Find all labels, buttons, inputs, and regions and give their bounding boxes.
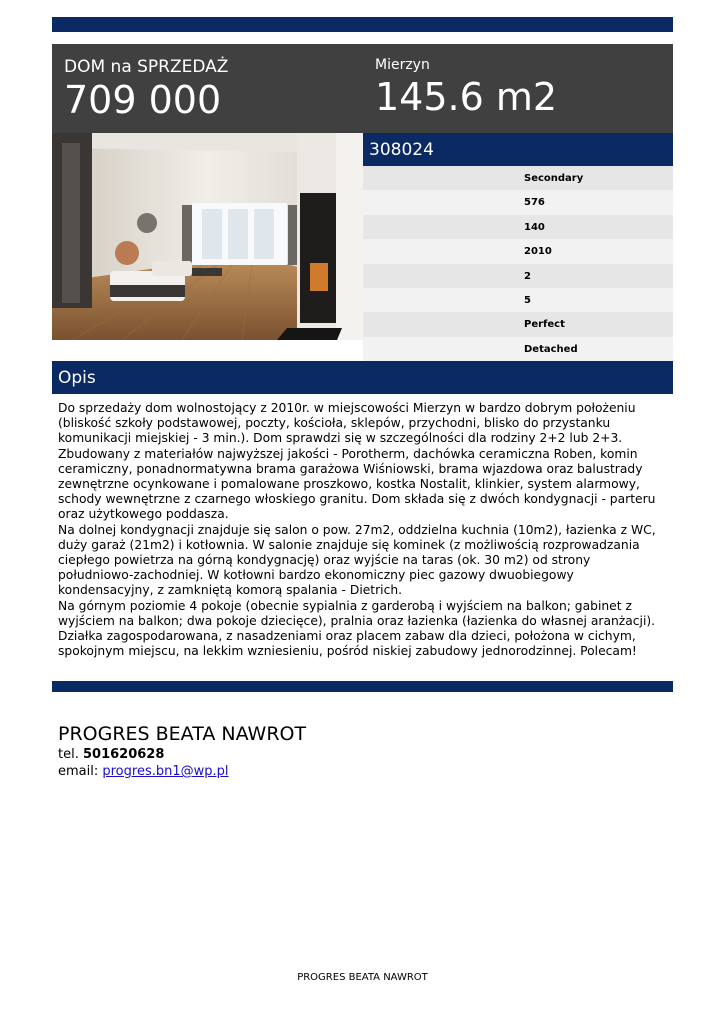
description-text: Do sprzedaży dom wolnostojący z 2010r. w miejscowości Mierzyn w bardzo dobrym położeniu (bliskość szkoły podstawowej, poczty, kościoła, sklepów, przychodni, blisko do przystanku komunikacji miejskiej - 3 min.). Dom sprawdzi się w szczególności dla rodziny 2+2 lub 2+3. Zbudowany z materiałów najwyższej jakości - Porotherm, dachówka ceramiczna Roben, komin ceramiczny, ponadnormatywna brama garażowa Wiśniowski, brama wjazdowa oraz balustrady zewnętrzne ocynkowane i pomalowane proszkowo, kostka Nostalit, klinkier, system alarmowy, schody wewnętrzne z czarnego włoskiego granitu. Dom składa się z dwóch kondygnacji - parteru oraz użytkowego poddasza. Na dolnej kondygnacji znajduje się salon o pow. 27m2, oddzielna kuchnia (10m2), łazienka z WC, duży garaż (21m2) i kotłownia. W salonie znajduje się kominek (z możliwością rozprowadzania ciepłego powietrza na górną kondygnację) oraz wyjście na taras (ok. 30 m2) od strony południowo-zachodniej. W kotłowni bardzo ekonomiczny piec gazowy dwuobiegowy kondensacyjny, z zamkniętą komorą spalania - Dietrich. Na górnym poziomie 4 pokoje (obecnie sypialnia z garderobą i wyjściem na balkon; gabinet z wyjściem na balkon; dwa pokoje dziecięce), pralnia oraz łazienka (łazienka do własnej aranżacji). Działka zagospodarowana, z nasadzeniami oraz placem zabaw dla dzieci, położona w cichym, spokojnym miejscu, na lekkim wzniesieniu, pośród niskiej zabudowy jednorodzinnej. Polecam! bbox=[58, 401, 656, 659]
price-header bbox=[52, 44, 673, 133]
email-link[interactable]: progres.bn1@wp.pl bbox=[102, 764, 229, 779]
spec-row bbox=[363, 337, 673, 361]
spec-row bbox=[363, 264, 673, 288]
phone-label: tel. bbox=[58, 747, 79, 762]
description-header bbox=[52, 361, 673, 394]
offer-type: DOM na SPRZEDAŻ bbox=[64, 57, 229, 77]
spec-row bbox=[363, 190, 673, 214]
spec-value: 2 bbox=[524, 270, 531, 282]
spec-value: Detached bbox=[524, 343, 578, 355]
email-line bbox=[58, 763, 306, 780]
price: 709 000 bbox=[64, 78, 222, 122]
top-accent-bar bbox=[52, 17, 673, 32]
spec-value: 2010 bbox=[524, 246, 552, 258]
spec-value: Perfect bbox=[524, 319, 565, 331]
phone-line bbox=[58, 746, 306, 763]
spec-row bbox=[363, 288, 673, 312]
section-title: Opis bbox=[58, 368, 96, 388]
bottom-accent-bar bbox=[52, 681, 673, 692]
spec-value: 140 bbox=[524, 221, 545, 233]
agent-contact bbox=[58, 723, 306, 780]
listing-id-bar bbox=[363, 133, 673, 166]
area: 145.6 m2 bbox=[375, 75, 558, 119]
specs-table bbox=[363, 166, 673, 361]
phone-number: 501620628 bbox=[82, 747, 165, 762]
spec-value: 576 bbox=[524, 197, 545, 209]
location: Mierzyn bbox=[375, 57, 430, 73]
spec-row bbox=[363, 312, 673, 336]
agent-name: PROGRES BEATA NAWROT bbox=[58, 723, 307, 745]
spec-row bbox=[363, 166, 673, 190]
spec-row bbox=[363, 215, 673, 239]
listing-id: 308024 bbox=[369, 140, 434, 160]
spec-row bbox=[363, 239, 673, 263]
spec-value: Secondary bbox=[524, 173, 584, 184]
footer: PROGRES BEATA NAWROT bbox=[297, 972, 428, 983]
spec-value: 5 bbox=[524, 294, 531, 306]
email-label: email: bbox=[58, 764, 99, 779]
property-photo bbox=[52, 133, 363, 340]
